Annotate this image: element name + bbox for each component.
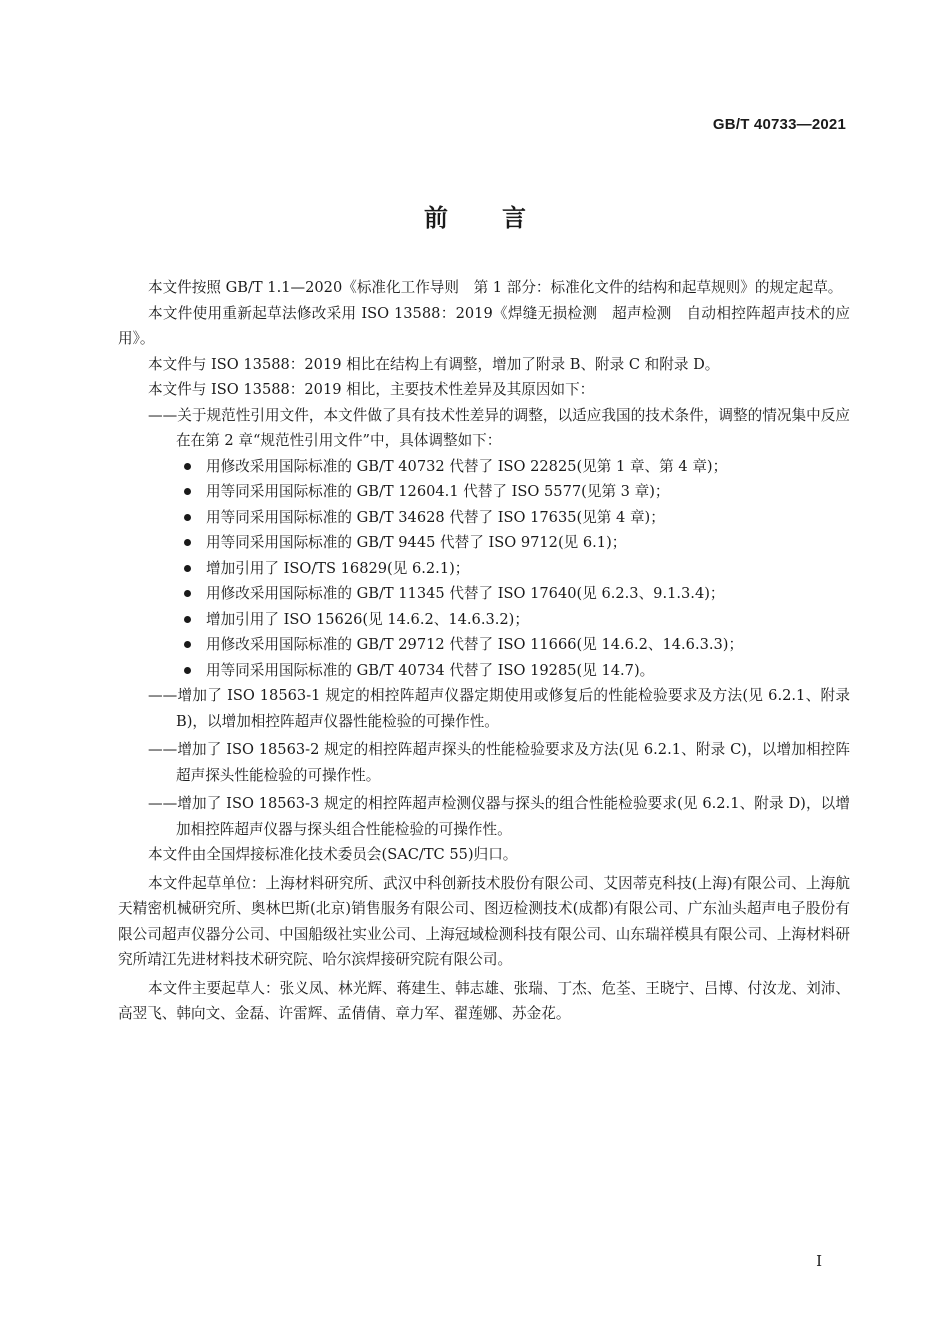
bullet-dot-icon — [184, 616, 191, 623]
paragraph-drafting-units: 本文件起草单位：上海材料研究所、武汉中科创新技术股份有限公司、艾因蒂克科技(上海)有限公司、上海航天精密机械研究所、奥林巴斯(北京)销售服务有限公司、图迈检测技术(成都)有限公司、广东汕头超声电子股份有限公司超声仪器分公司、中国船级社实业公司、上海冠域检测科技有限公司、山东瑞祥模具有限公司、上海材料研究所靖江先进材料技术研究院、哈尔滨焊接研究院有限公司。 — [118, 874, 850, 968]
bullet-dot-icon — [184, 463, 191, 470]
list-item-text: 用修改采用国际标准的 GB/T 40732 代替了 ISO 22825(见第 1 章、第 4 章)； — [206, 457, 728, 475]
list-item-text: 用等同采用国际标准的 GB/T 34628 代替了 ISO 17635(见第 4 章)； — [206, 508, 665, 526]
dash-item-combined-verification: ——增加了 ISO 18563-3 规定的相控阵超声检测仪器与探头的组合性能检验要求(见 6.2.1、附录 D)，以增加相控阵超声仪器与探头组合性能检验的可操作性。 — [148, 795, 850, 838]
list-item — [118, 632, 850, 658]
bullet-dot-icon — [184, 565, 191, 572]
list-item-text: 用等同采用国际标准的 GB/T 40734 代替了 ISO 19285(见 14.7)。 — [206, 661, 655, 679]
page-title: 前言 — [424, 204, 580, 232]
bullet-dot-icon — [184, 641, 191, 648]
list-item-text: 增加引用了 ISO 15626(见 14.6.2、14.6.3.2)； — [206, 610, 529, 628]
bullet-dot-icon — [184, 488, 191, 495]
bullet-dot-icon — [184, 590, 191, 597]
list-item-text: 用修改采用国际标准的 GB/T 11345 代替了 ISO 17640(见 6.2.3、9.1.3.4)； — [206, 585, 725, 602]
document-body — [118, 275, 850, 1027]
paragraph-structure-changes: 本文件与 ISO 13588：2019 相比在结构上有调整，增加了附录 B、附录 C 和附录 D。 — [148, 355, 720, 373]
list-item-text: 用修改采用国际标准的 GB/T 29712 代替了 ISO 11666(见 14.6.2、14.6.3.3)； — [206, 636, 744, 653]
dash-item-normative-references: ——关于规范性引用文件，本文件做了具有技术性差异的调整，以适应我国的技术条件，调整的情况集中反应在在第 2 章“规范性引用文件”中，具体调整如下： — [148, 406, 850, 449]
bullet-dot-icon — [184, 539, 191, 546]
list-item — [118, 556, 850, 582]
bullet-dot-icon — [184, 514, 191, 521]
list-item-text: 用等同采用国际标准的 GB/T 12604.1 代替了 ISO 5577(见第 3 章)； — [206, 483, 670, 500]
paragraph-drafters: 本文件主要起草人：张义凤、林光辉、蒋建生、韩志雄、张瑞、丁杰、危荃、王晓宁、吕博、付汝龙、刘沛、高翌飞、韩向文、金磊、许雷辉、孟倩倩、章力军、翟莲娜、苏金花。 — [118, 979, 850, 1022]
list-item — [118, 479, 850, 505]
list-item — [118, 658, 850, 684]
paragraph-adoption: 本文件使用重新起草法修改采用 ISO 13588：2019《焊缝无损检测 超声检测 自动相控阵超声技术的应用》。 — [118, 304, 850, 347]
list-item-text: 用等同采用国际标准的 GB/T 9445 代替了 ISO 9712(见 6.1)； — [206, 534, 627, 551]
paragraph-drafting-rules: 本文件按照 GB/T 1.1—2020《标准化工作导则 第 1 部分：标准化文件的结构和起草规则》的规定起草。 — [148, 279, 843, 296]
bullet-dot-icon — [184, 667, 191, 674]
page-number: Ⅰ — [816, 1252, 822, 1270]
standard-number: GB/T 40733—2021 — [712, 116, 846, 133]
list-item — [118, 581, 850, 607]
dash-item-probe-verification: ——增加了 ISO 18563-2 规定的相控阵超声探头的性能检验要求及方法(见 6.2.1、附录 C)，以增加相控阵超声探头性能检验的可操作性。 — [148, 741, 850, 784]
list-item — [118, 607, 850, 633]
paragraph-committee: 本文件由全国焊接标准化技术委员会(SAC/TC 55)归口。 — [148, 846, 518, 863]
list-item — [118, 454, 850, 480]
paragraph-technical-differences: 本文件与 ISO 13588：2019 相比，主要技术性差异及其原因如下： — [148, 381, 595, 398]
dash-item-instrument-verification: ——增加了 ISO 18563-1 规定的相控阵超声仪器定期使用或修复后的性能检验要求及方法(见 6.2.1、附录 B)，以增加相控阵超声仪器性能检验的可操作性。 — [148, 687, 850, 730]
list-item-text: 增加引用了 ISO/TS 16829(见 6.2.1)； — [206, 559, 470, 577]
list-item — [118, 505, 850, 531]
list-item — [118, 530, 850, 556]
reference-bullet-list — [118, 454, 850, 684]
